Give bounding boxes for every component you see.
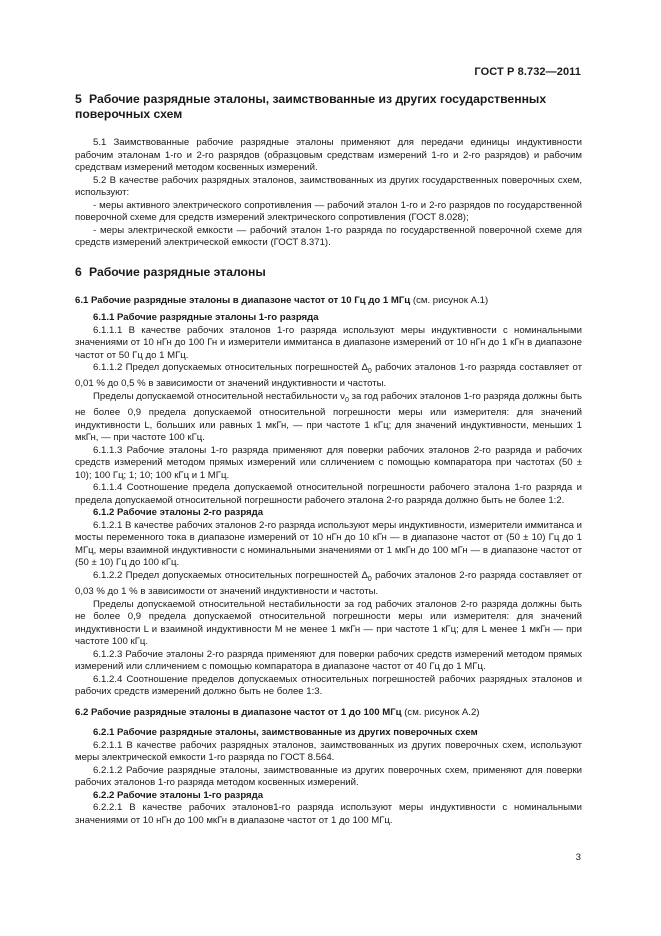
section-6-heading: 6 Рабочие разрядные эталоны: [75, 264, 266, 279]
page-content: [75, 92, 582, 827]
subsection-6-1-2-heading: 6.1.2 Рабочие эталоны 2-го разряда: [93, 507, 264, 519]
section-5-heading: 5 Рабочие разрядные эталоны, заимствованные из других государственных поверочных схем: [75, 92, 547, 121]
subsection-6-1-heading: 6.1 Рабочие разрядные эталоны в диапазоне частот от 10 Гц до 1 МГц (см. рисунок А.1): [75, 294, 489, 306]
paragraph-6-2-1-2: 6.2.1.2 Рабочие разрядные эталоны, заимствованные из других поверочных схем, применяют для поверки рабочих эталонов 1-го разряда методом косвенных измерений.: [75, 764, 582, 789]
list-item-capacitance: - меры электрической емкости — рабочий эталон 1-го разряда по государственной поверочной схеме для средств измерений электрической емкости (ГОСТ 8.371).: [75, 224, 582, 248]
subsection-6-2-2-heading: 6.2.2 Рабочие эталоны 1-го разряда: [93, 789, 264, 801]
paragraph-6-1-1-1: 6.1.1.1 В качестве рабочих эталонов 1-го разряда используют меры индуктивности с номинальными значениями от 10 нГн до 100 Гн и измерители иммитанса в диапазоне измерений от 10 нГн до 1 кГн в диапазоне частот от 50 Гц до 1 МГц.: [75, 324, 582, 361]
paragraph-6-2-1-1: 6.2.1.1 В качестве рабочих разрядных эталонов, заимствованных из других поверочных схем, используют меры электрической емкости 1-го разряда по ГОСТ 8.564.: [75, 739, 582, 764]
paragraph-6-1-2-3: 6.1.2.3 Рабочие эталоны 2-го разряда применяют для поверки рабочих средств измерений методом прямых измерений или слличением с помощью компаратора в диапазоне частот от 40 Гц до 1 МГц.: [75, 648, 582, 673]
subsection-6-1-1-heading: 6.1.1 Рабочие разрядные эталоны 1-го разряда: [93, 312, 319, 323]
paragraph-6-1-2-2: 6.1.2.2 Предел допускаемых относительных погрешностей $\Delta_0$ рабочих эталонов 2-го разряда составляет от 0,03 % до 1 % в зависимости от значений индуктивности и частоты.: [75, 569, 582, 598]
paragraph-6-1-1-2-instability: Пределы допускаемой относительной нестабильности $\nu_0$ за год рабочих эталонов 1-го разряда должны быть не более 0,9 предела допускаемой относительной погрешности меры или измерителя: для значений индуктивности L, больших или равных 1 мкГн, — при частоте 1 кГц; для значений индуктивности, меньших 1 мкГн, — при частоте 100 кГц.: [75, 390, 582, 444]
paragraph-6-1-1-4: 6.1.1.4 Соотношение предела допускаемой относительной погрешности рабочего эталона 1-го разряда и предела допускаемой относительной погрешности рабочего эталона 2-го разряда должно быть не более 1:2.: [75, 482, 582, 506]
paragraph-6-2-2-1: 6.2.2.1 В качестве рабочих эталонов1-го разряда используют меры индуктивности с номинальными значениями от 10 нГн до 100 мкГн в диапазоне частот от 1 до 100 МГц.: [75, 802, 582, 826]
paragraph-6-1-2-1: 6.1.2.1 В качестве рабочих эталонов 2-го разряда используют меры индуктивности, измерители иммитанса и мосты переменного тока в диапазоне измерений от 10 нГн до 10 кГн — в диапазоне частот от (50 ± 10) Гц до 1 МГц, меры взаимной индуктивности с номинальными значениями от 1 мкГн до 100 мГн — в диапазоне частот от (50 ± 10) Гц до 100 кГц.: [75, 519, 582, 569]
paragraph-5-1: 5.1 Заимствованные рабочие разрядные эталоны применяют для передачи единицы индуктивности рабочим эталонам 1-го и 2-го разрядов (образцовым средствам измерений 1-го и 2-го разрядов) и рабочим средствам измерений методом косвенных измерений.: [75, 137, 582, 173]
document-id: ГОСТ Р 8.732—2011: [474, 66, 581, 78]
paragraph-6-1-1-2: 6.1.1.2 Предел допускаемых относительных погрешностей $\Delta_0$ рабочих эталонов 1-го разряда составляет от 0,01 % до 0,5 % в зависимости от значений индуктивности и частоты.: [75, 362, 582, 390]
page-number: 3: [575, 852, 581, 863]
subsection-6-2-heading: 6.2 Рабочие разрядные эталоны в диапазоне частот от 1 до 100 МГц (см. рисунок А.2): [75, 706, 480, 718]
paragraph-6-1-1-3: 6.1.1.3 Рабочие эталоны 1-го разряда применяют для поверки рабочих эталонов 2-го разряда и рабочих средств измерений методом прямых измерений или слличением с помощью компаратора при частотах (50 ± 10); 100 Гц; 1; 10; 100 кГц и 1 МГц.: [75, 444, 582, 481]
list-item-resistance: - меры активного электрического сопротивления — рабочий эталон 1-го и 2-го разрядов по государственной поверочной схеме для средств измерений электрического сопротивления (ГОСТ 8.028);: [75, 199, 582, 223]
paragraph-6-1-2-4: 6.1.2.4 Соотношение пределов допускаемых относительных погрешностей рабочих разрядных эталонов и рабочих средств измерений должно быть не более 1:3.: [75, 673, 582, 698]
subsection-6-2-1-heading: 6.2.1 Рабочие разрядные эталоны, заимствованные из других поверочных схем: [93, 727, 478, 739]
paragraph-5-2: 5.2 В качестве рабочих разрядных эталонов, заимствованных из других государственных поверочных схем, используют:: [75, 174, 582, 198]
paragraph-6-1-2-2-instability: Пределы допускаемой относительной нестабильности за год рабочих эталонов 2-го разряда должны быть не более 0,9 предела допускаемой относительной погрешности меры или измерителя: для значений индуктивности L и взаимной индуктивности M не менее 1 мкГн — при частоте 1 кГц; для L менее 1 мкГн — при частоте 100 кГц.: [75, 598, 582, 648]
